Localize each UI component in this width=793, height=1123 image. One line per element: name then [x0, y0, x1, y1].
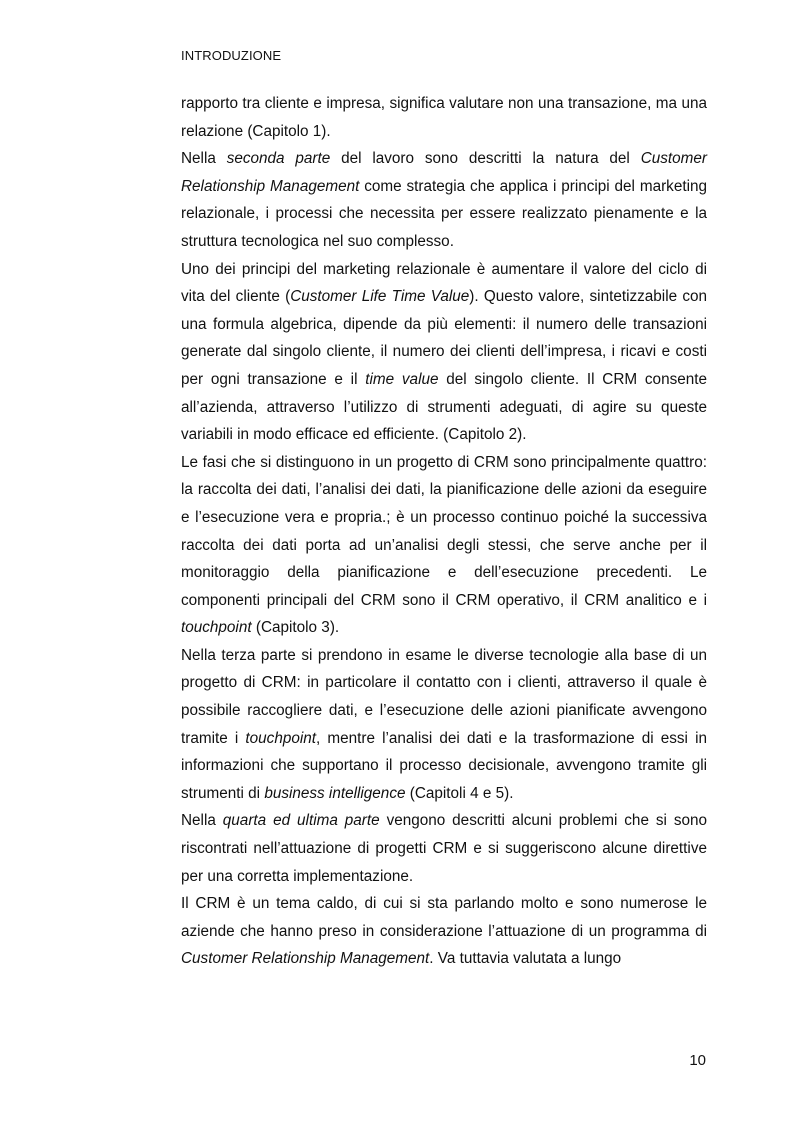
paragraph — [181, 807, 707, 890]
paragraph — [181, 449, 707, 642]
paragraph — [181, 90, 707, 145]
text-run: del lavoro sono descritti la natura del — [330, 150, 641, 168]
text-run: . Va tuttavia valutata a lungo — [429, 950, 622, 968]
text-run: del singolo cliente. Il CRM consente all’azienda, attraverso l’utilizzo di strumenti adeguati, di agire su queste variabili in modo efficace ed efficiente. (Capitolo 2). — [181, 370, 707, 444]
text-run: Nella terza parte si prendono in esame le diverse tecnologie alla base di un progetto di CRM: in particolare il contatto con i clienti, attraverso il quale è possibile raccogliere dati, e l’esecuzione delle azioni pianificate avvengono tramite i — [181, 646, 707, 747]
text-run: Le fasi che si distinguono in un progetto di CRM sono principalmente quattro: la raccolta dei dati, l’analisi dei dati, la pianificazione delle azioni da eseguire e l’esecuzione vera e propria.; è un processo continuo poiché la successiva raccolta dei dati porta ad un’analisi degli stessi, che serve anche per il monitoraggio della pianificazione e dell’esecuzione precedenti. Le componenti principali del CRM sono il CRM operativo, il CRM analitico e i — [181, 453, 707, 609]
italic-text-run: touchpoint — [245, 729, 316, 747]
page-number: 10 — [689, 1052, 706, 1069]
italic-text-run: Customer Relationship Management — [181, 150, 707, 195]
italic-text-run: business intelligence — [264, 784, 406, 802]
text-run: Nella — [181, 812, 223, 830]
italic-text-run: Customer Life Time Value — [290, 288, 470, 306]
text-run: come strategia che applica i principi del marketing relazionale, i processi che necessita per essere realizzato pienamente e la struttura tecnologica nel suo complesso. — [181, 177, 707, 250]
body-text — [181, 90, 707, 973]
paragraph — [181, 145, 707, 255]
italic-text-run: seconda parte — [226, 150, 331, 168]
text-run: Nella — [181, 150, 227, 168]
italic-text-run: quarta ed ultima parte — [222, 812, 380, 830]
text-run: ). Questo valore, sintetizzabile con una formula algebrica, dipende da più elementi: il numero delle transazioni generate dal singolo cliente, il numero dei clienti dell’impresa, i ricavi e costi per ogni transazione e il — [181, 288, 707, 388]
paragraph — [181, 256, 707, 449]
text-run: rapporto tra cliente e impresa, significa valutare non una transazione, ma una relazione (Capitolo 1). — [181, 95, 707, 140]
text-run: Uno dei principi del marketing relazionale è aumentare il valore del ciclo di vita del cliente ( — [181, 260, 707, 306]
text-run: vengono descritti alcuni problemi che si sono riscontrati nell’attuazione di progetti CRM e si suggeriscono alcune direttive per una corretta implementazione. — [181, 812, 708, 885]
italic-text-run: touchpoint — [181, 619, 252, 637]
text-run: (Capitoli 4 e 5). — [405, 784, 514, 802]
text-run: Il CRM è un tema caldo, di cui si sta parlando molto e sono numerose le aziende che hanno preso in considerazione l’attuazione di un programma di — [181, 895, 707, 940]
paragraph — [181, 890, 707, 973]
running-header: INTRODUZIONE — [181, 48, 282, 63]
italic-text-run: time value — [365, 370, 439, 388]
text-run: (Capitolo 3). — [251, 619, 340, 637]
paragraph — [181, 642, 707, 808]
italic-text-run: Customer Relationship Management — [181, 950, 430, 968]
text-run: , mentre l’analisi dei dati e la trasformazione di essi in informazioni che supportano il processo decisionale, avvengono tramite gli strumenti di — [181, 729, 707, 802]
